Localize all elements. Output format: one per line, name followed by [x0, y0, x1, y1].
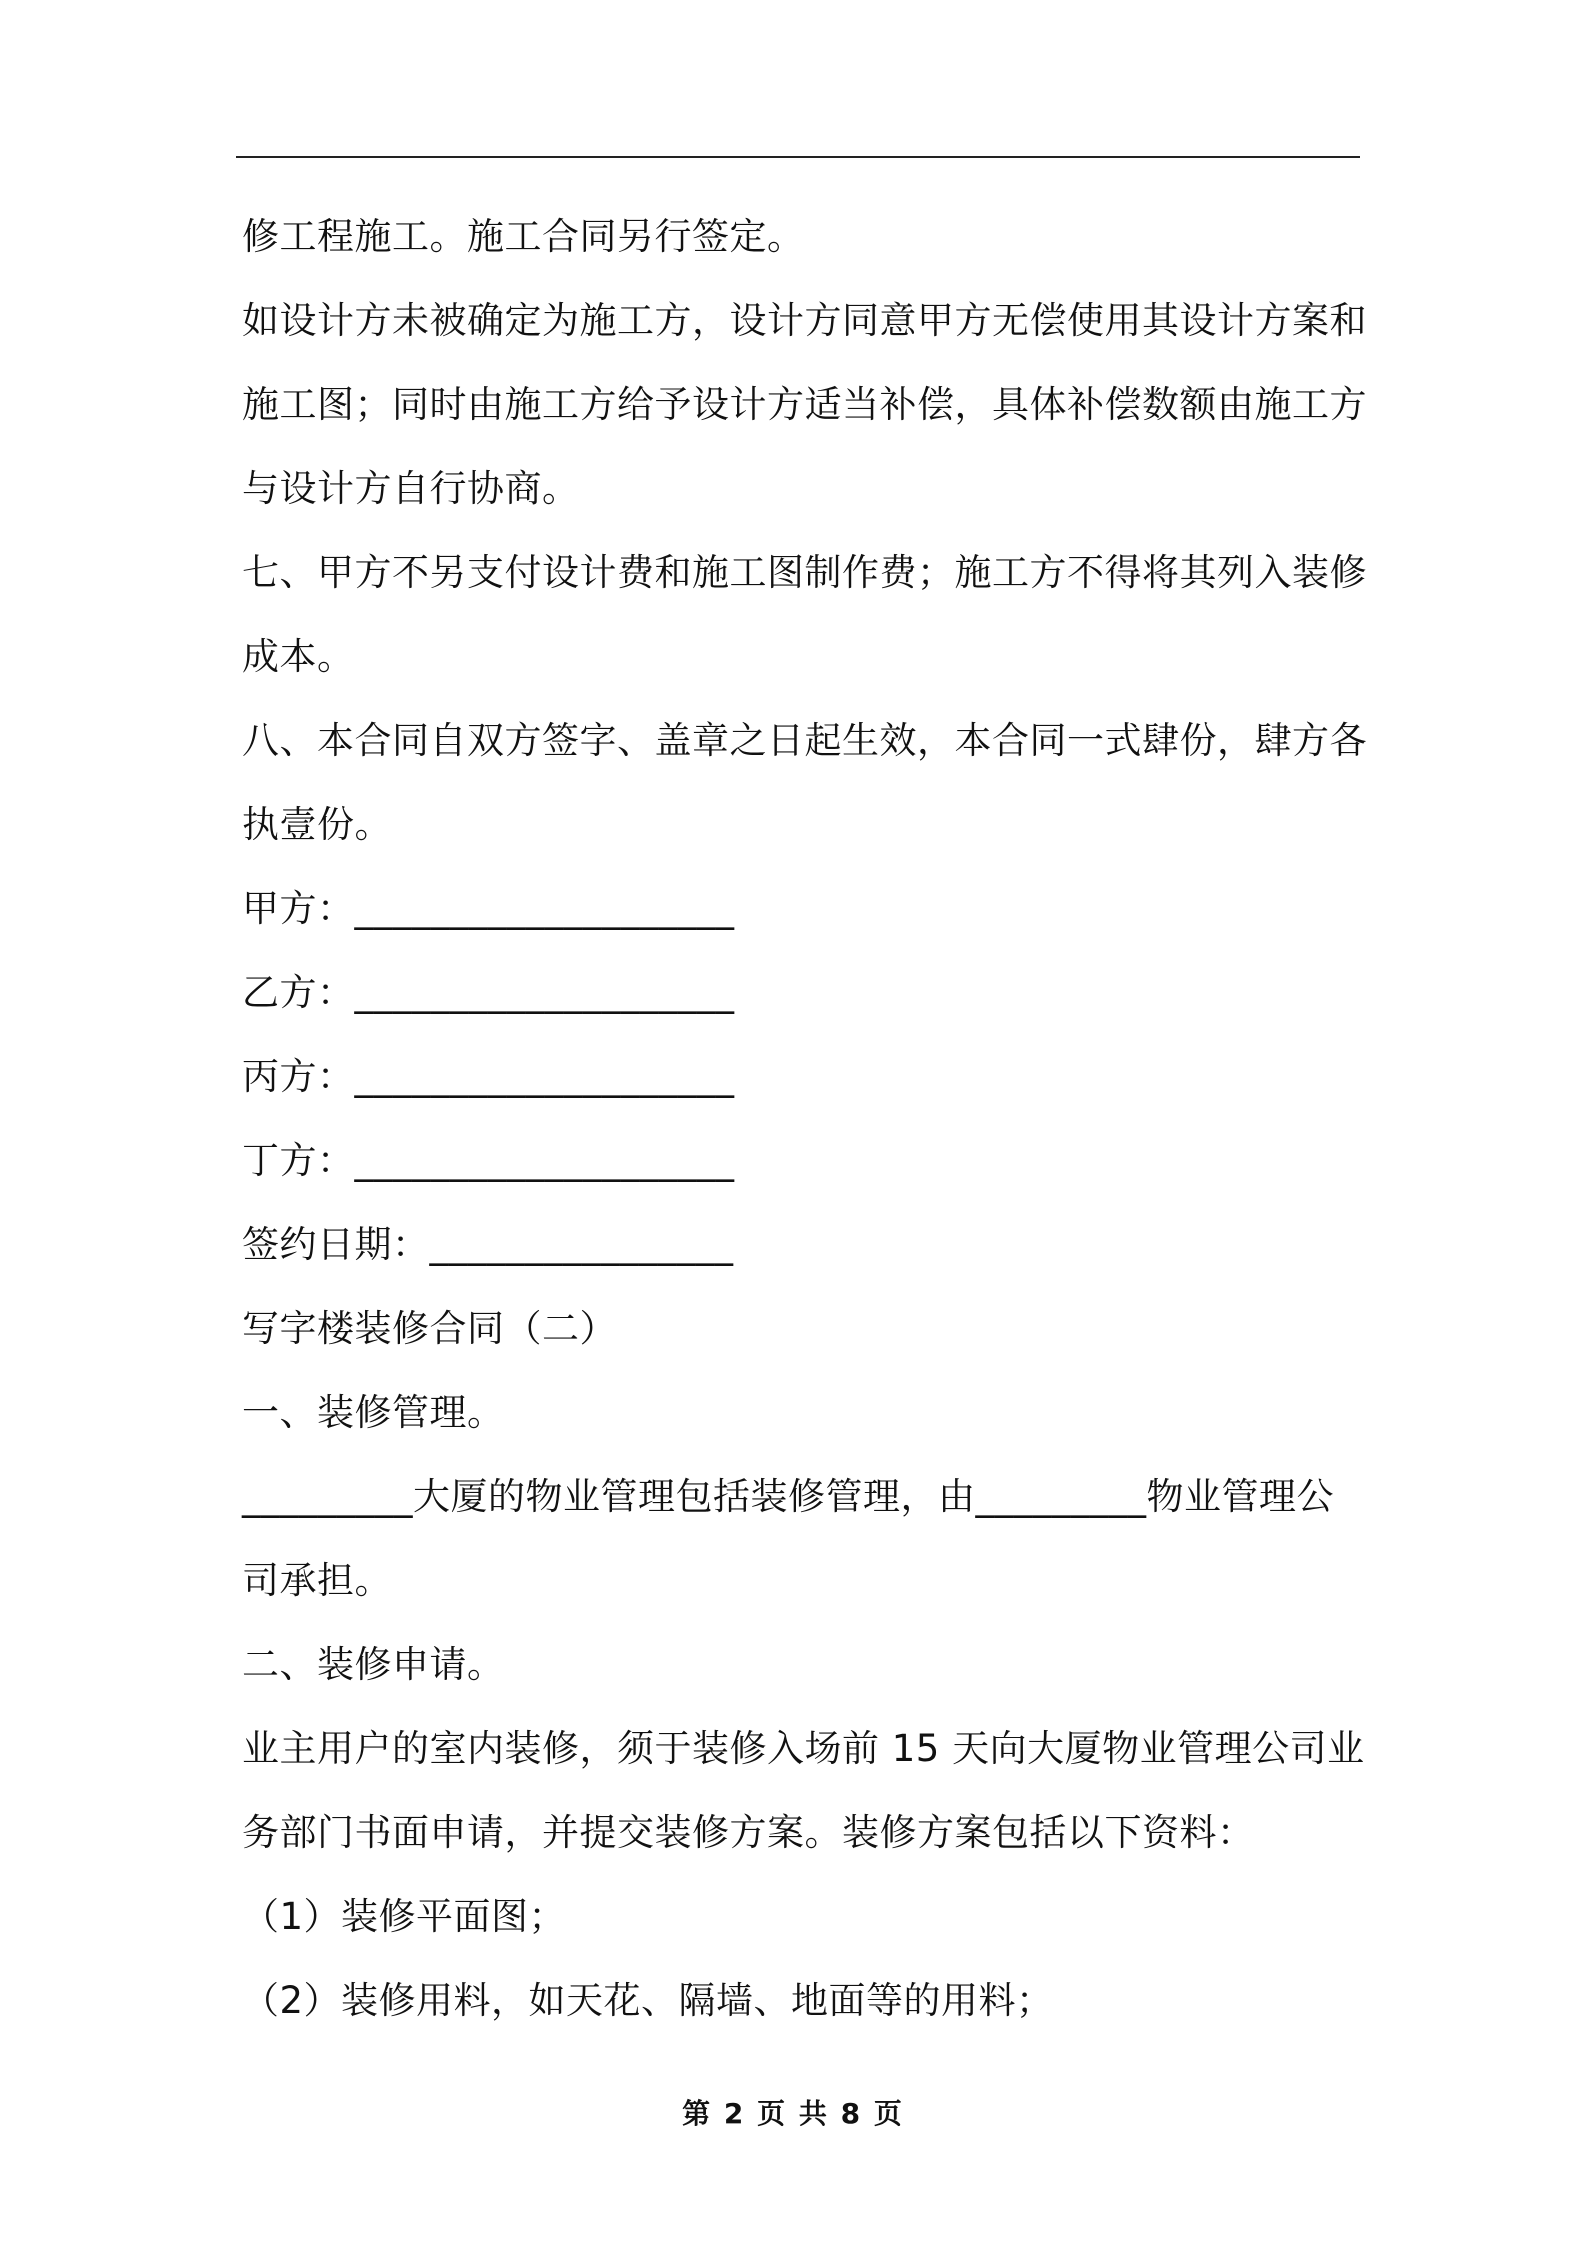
signature-line-party-d: 丁方：____________________	[242, 1139, 735, 1182]
text-line: 业主用户的室内装修，须于装修入场前 15 天向大厦物业管理公司业	[242, 1727, 1365, 1770]
signature-line-party-c: 丙方：____________________	[242, 1055, 735, 1098]
section-title: 写字楼装修合同（二）	[242, 1307, 617, 1350]
text-line: 七、甲方不另支付设计费和施工图制作费；施工方不得将其列入装修	[242, 551, 1367, 594]
text-line: 与设计方自行协商。	[242, 467, 580, 510]
page-number: 第 2 页 共 8 页	[682, 2097, 904, 2130]
clause-heading: 二、装修申请。	[242, 1643, 505, 1686]
text-line: 如设计方未被确定为施工方，设计方同意甲方无偿使用其设计方案和	[242, 299, 1367, 342]
text-line: 执壹份。	[242, 803, 392, 846]
text-line: 八、本合同自双方签字、盖章之日起生效，本合同一式肆份，肆方各	[242, 719, 1367, 762]
clause-heading: 一、装修管理。	[242, 1391, 505, 1434]
text-line: 修工程施工。施工合同另行签定。	[242, 215, 805, 258]
signature-line-party-a: 甲方：____________________	[242, 887, 735, 930]
text-line: 成本。	[242, 635, 355, 678]
header-rule	[236, 156, 1360, 158]
list-item: （2）装修用料，如天花、隔墙、地面等的用料；	[242, 1979, 1054, 2022]
signing-date-line: 签约日期：________________	[242, 1223, 734, 1266]
text-line: _________大厦的物业管理包括装修管理，由_________物业管理公	[242, 1475, 1334, 1518]
document-body	[242, 195, 1367, 2043]
text-line: 施工图；同时由施工方给予设计方适当补偿，具体补偿数额由施工方	[242, 383, 1367, 426]
text-line: 务部门书面申请，并提交装修方案。装修方案包括以下资料：	[242, 1811, 1255, 1854]
text-line: 司承担。	[242, 1559, 392, 1602]
signature-line-party-b: 乙方：____________________	[242, 971, 735, 1014]
list-item: （1）装修平面图；	[242, 1895, 567, 1938]
